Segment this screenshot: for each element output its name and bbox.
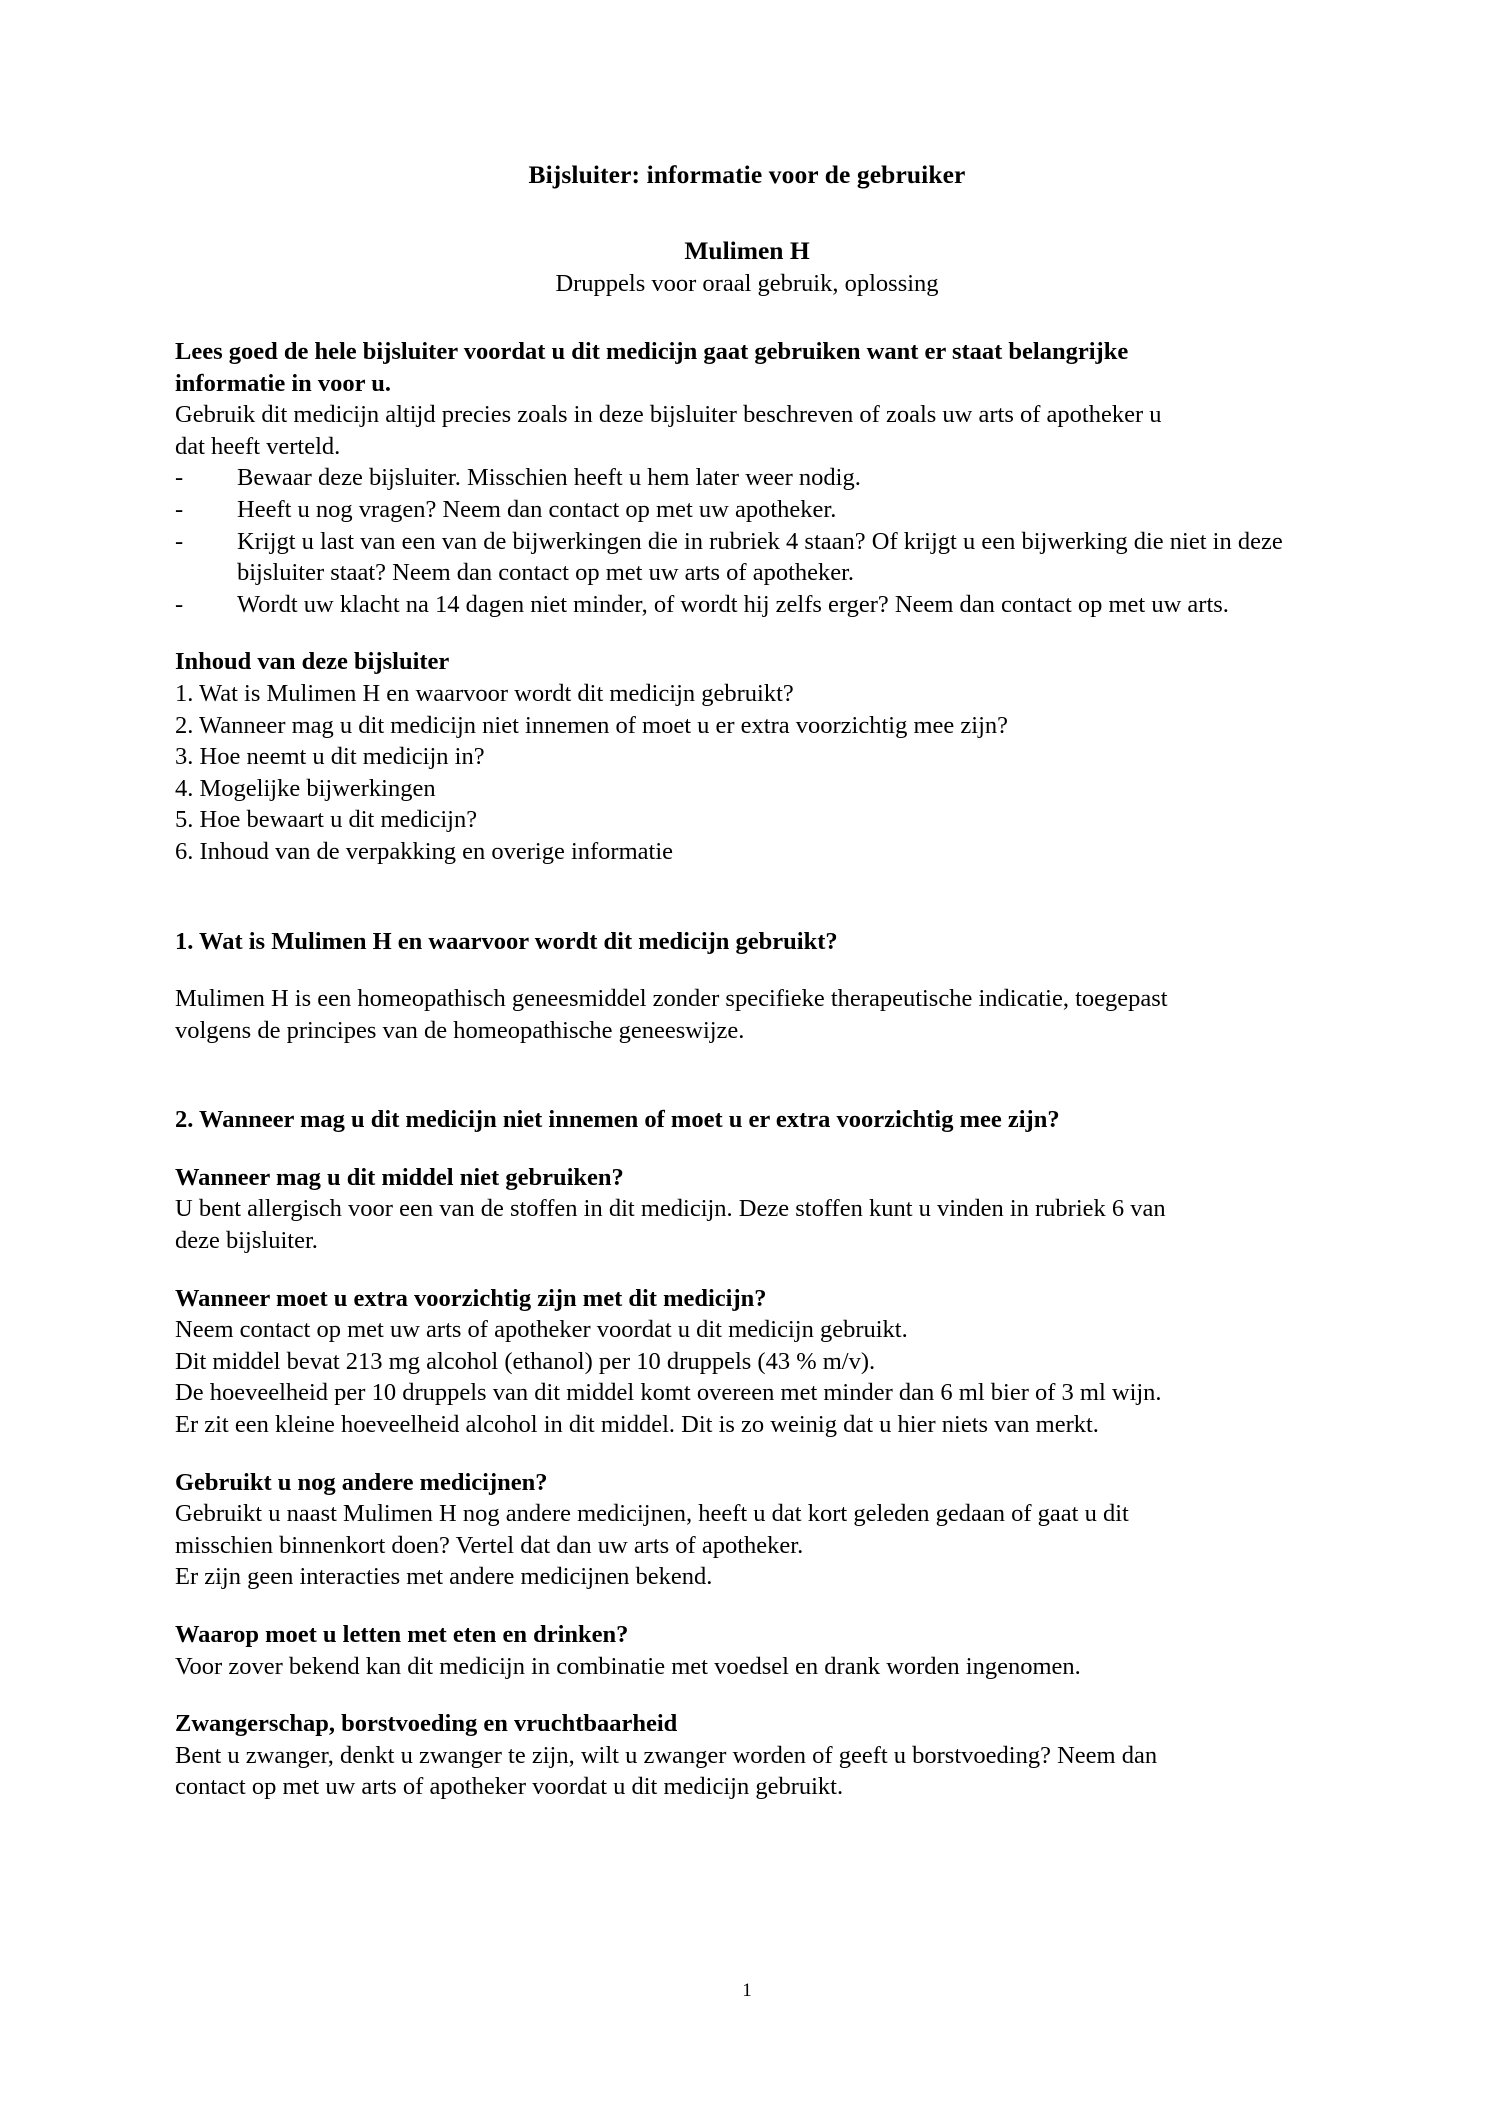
section-1-paragraph-line-1: Mulimen H is een homeopathisch geneesmiddel zonder specifieke therapeutische indicatie, toegepast bbox=[175, 985, 1168, 1013]
toc-item-3: 3. Hoe neemt u dit medicijn in? bbox=[175, 743, 485, 771]
section-2-sub-3-line-1: Gebruikt u naast Mulimen H nog andere medicijnen, heeft u dat kort geleden gedaan of gaat u dit bbox=[175, 1500, 1129, 1528]
product-form: Druppels voor oraal gebruik, oplossing bbox=[555, 270, 939, 297]
dash-marker: - bbox=[175, 590, 184, 618]
section-2-sub-1-line-2: deze bijsluiter. bbox=[175, 1227, 318, 1255]
section-2-sub-5-line-2: contact op met uw arts of apotheker voordat u dit medicijn gebruikt. bbox=[175, 1773, 844, 1801]
lead-warning-line-2: informatie in voor u. bbox=[175, 369, 391, 397]
product-name: Mulimen H bbox=[684, 236, 810, 265]
toc-item-4: 4. Mogelijke bijwerkingen bbox=[175, 774, 436, 802]
list-item-text: Krijgt u last van een van de bijwerkingen die in rubriek 4 staan? Of krijgt u een bijwerking die niet in deze bijsluiter staat? Neem dan contact op met uw arts of apotheker. bbox=[237, 527, 1283, 587]
section-2-sub-1-heading: Wanneer mag u dit middel niet gebruiken? bbox=[175, 1163, 624, 1191]
section-2-sub-4-heading: Waarop moet u letten met eten en drinken? bbox=[175, 1621, 629, 1648]
toc-heading: Inhoud van deze bijsluiter bbox=[175, 648, 450, 676]
toc-list bbox=[175, 678, 1319, 868]
section-2-sub-2-line-4: Er zit een kleine hoeveelheid alcohol in dit middel. Dit is zo weinig dat u hier niets van merkt. bbox=[175, 1411, 1099, 1439]
section-2-sub-5-heading: Zwangerschap, borstvoeding en vruchtbaarheid bbox=[175, 1710, 678, 1738]
intro-bullet-list bbox=[175, 462, 1319, 620]
list-item bbox=[175, 589, 1319, 621]
list-item bbox=[175, 526, 1319, 589]
page-number: 1 bbox=[742, 1980, 752, 2001]
section-2-sub-4-line-1: Voor zover bekend kan dit medicijn in combinatie met voedsel en drank worden ingenomen. bbox=[175, 1652, 1081, 1680]
toc-item-6: 6. Inhoud van de verpakking en overige informatie bbox=[175, 837, 674, 865]
toc-item-1: 1. Wat is Mulimen H en waarvoor wordt dit medicijn gebruikt? bbox=[175, 679, 794, 707]
section-2-sub-2-line-3: De hoeveelheid per 10 druppels van dit middel komt overeen met minder dan 6 ml bier of 3 ml wijn. bbox=[175, 1379, 1162, 1407]
section-2-sub-2-line-1: Neem contact op met uw arts of apotheker voordat u dit medicijn gebruikt. bbox=[175, 1316, 908, 1344]
list-item bbox=[175, 462, 1319, 494]
toc-item-5: 5. Hoe bewaart u dit medicijn? bbox=[175, 806, 478, 834]
intro-paragraph-line-2: dat heeft verteld. bbox=[175, 432, 341, 460]
section-2-sub-2-heading: Wanneer moet u extra voorzichtig zijn met dit medicijn? bbox=[175, 1284, 767, 1312]
list-item-text: Bewaar deze bijsluiter. Misschien heeft u hem later weer nodig. bbox=[237, 464, 861, 492]
dash-marker: - bbox=[175, 495, 184, 523]
dash-marker: - bbox=[175, 527, 184, 555]
section-2-sub-3-line-3: Er zijn geen interacties met andere medicijnen bekend. bbox=[175, 1563, 713, 1591]
intro-paragraph-line-1: Gebruik dit medicijn altijd precies zoals in deze bijsluiter beschreven of zoals uw arts of apotheker u bbox=[175, 401, 1162, 429]
lead-warning-line-1: Lees goed de hele bijsluiter voordat u dit medicijn gaat gebruiken want er staat belangrijke bbox=[175, 338, 1129, 365]
list-item-text: Wordt uw klacht na 14 dagen niet minder, of wordt hij zelfs erger? Neem dan contact op met uw arts. bbox=[237, 590, 1229, 618]
section-2-sub-1-line-1: U bent allergisch voor een van de stoffen in dit medicijn. Deze stoffen kunt u vinden in rubriek 6 van bbox=[175, 1195, 1166, 1223]
section-2-heading: 2. Wanneer mag u dit medicijn niet innemen of moet u er extra voorzichtig mee zijn? bbox=[175, 1106, 1060, 1134]
section-2-sub-5-line-1: Bent u zwanger, denkt u zwanger te zijn, wilt u zwanger worden of geeft u borstvoeding? Neem dan bbox=[175, 1741, 1158, 1769]
section-1-heading: 1. Wat is Mulimen H en waarvoor wordt dit medicijn gebruikt? bbox=[175, 927, 838, 955]
section-2-sub-3-line-2: misschien binnenkort doen? Vertel dat dan uw arts of apotheker. bbox=[175, 1531, 804, 1559]
list-item-text: Heeft u nog vragen? Neem dan contact op met uw apotheker. bbox=[237, 495, 837, 523]
toc-item-2: 2. Wanneer mag u dit medicijn niet innemen of moet u er extra voorzichtig mee zijn? bbox=[175, 711, 1009, 739]
dash-marker: - bbox=[175, 464, 184, 492]
section-2-sub-2-line-2: Dit middel bevat 213 mg alcohol (ethanol) per 10 druppels (43 % m/v). bbox=[175, 1347, 876, 1375]
document-title: Bijsluiter: informatie voor de gebruiker bbox=[528, 160, 966, 189]
section-1-paragraph-line-2: volgens de principes van de homeopathische geneeswijze. bbox=[175, 1016, 745, 1044]
list-item bbox=[175, 494, 1319, 526]
section-2-sub-3-heading: Gebruikt u nog andere medicijnen? bbox=[175, 1468, 548, 1496]
